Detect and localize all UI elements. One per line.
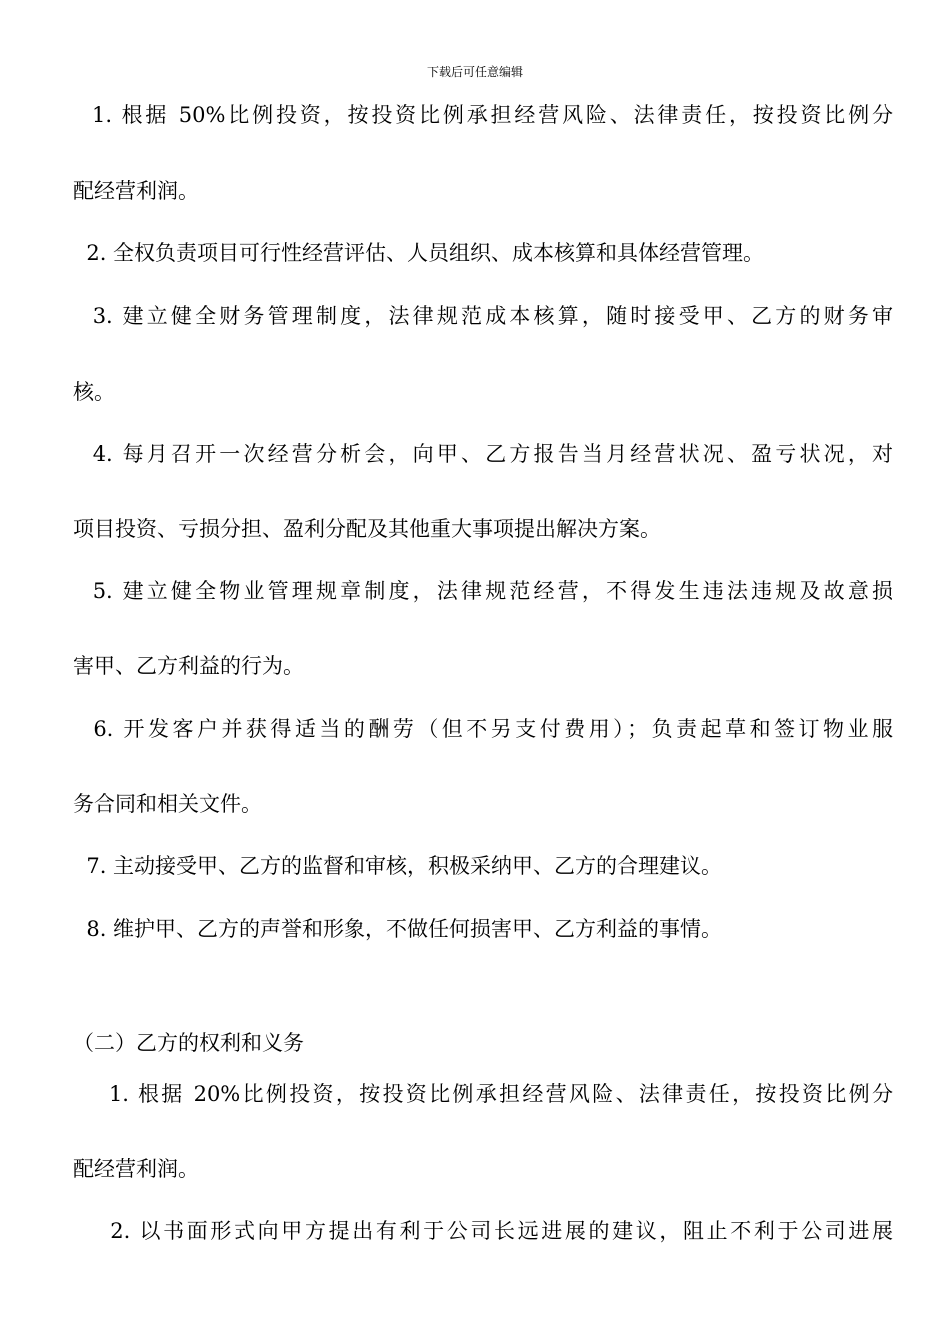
section-heading: （二）乙方的权利和义务 (73, 1031, 304, 1055)
page-header: 下载后可任意编辑 (426, 65, 523, 79)
paragraph-line: 核。 (73, 380, 115, 404)
paragraph-line: 2. 全权负责项目可行性经营评估、人员组织、成本核算和具体经营管理。 (73, 241, 765, 265)
paragraph-line: 害甲、乙方利益的行为。 (73, 654, 304, 678)
paragraph-line: 4. 每月召开一次经营分析会，向甲、乙方报告当月经营状况、盈亏状况，对 (73, 442, 893, 466)
paragraph-line: 5. 建立健全物业管理规章制度，法律规范经营，不得发生违法违规及故意损 (73, 579, 893, 603)
paragraph-line: 8. 维护甲、乙方的声誉和形象，不做任何损害甲、乙方利益的事情。 (73, 917, 723, 941)
paragraph-line: 3. 建立健全财务管理制度，法律规范成本核算，随时接受甲、乙方的财务审 (73, 304, 893, 328)
paragraph-line: 配经营利润。 (73, 179, 199, 203)
paragraph-line: 6. 开发客户并获得适当的酬劳（但不另支付费用）；负责起草和签订物业服 (73, 717, 893, 741)
paragraph-line: 1. 根据 20%比例投资，按投资比例承担经营风险、法律责任，按投资比例分 (73, 1082, 893, 1106)
paragraph-line: 1. 根据 50%比例投资，按投资比例承担经营风险、法律责任，按投资比例分 (73, 103, 893, 127)
paragraph-line: 务合同和相关文件。 (73, 792, 262, 816)
paragraph-line: 项目投资、亏损分担、盈利分配及其他重大事项提出解决方案。 (73, 517, 661, 541)
paragraph-line: 2. 以书面形式向甲方提出有利于公司长远进展的建议，阻止不利于公司进展 (73, 1219, 893, 1243)
paragraph-line: 配经营利润。 (73, 1157, 199, 1181)
paragraph-line: 7. 主动接受甲、乙方的监督和审核，积极采纳甲、乙方的合理建议。 (73, 854, 723, 878)
